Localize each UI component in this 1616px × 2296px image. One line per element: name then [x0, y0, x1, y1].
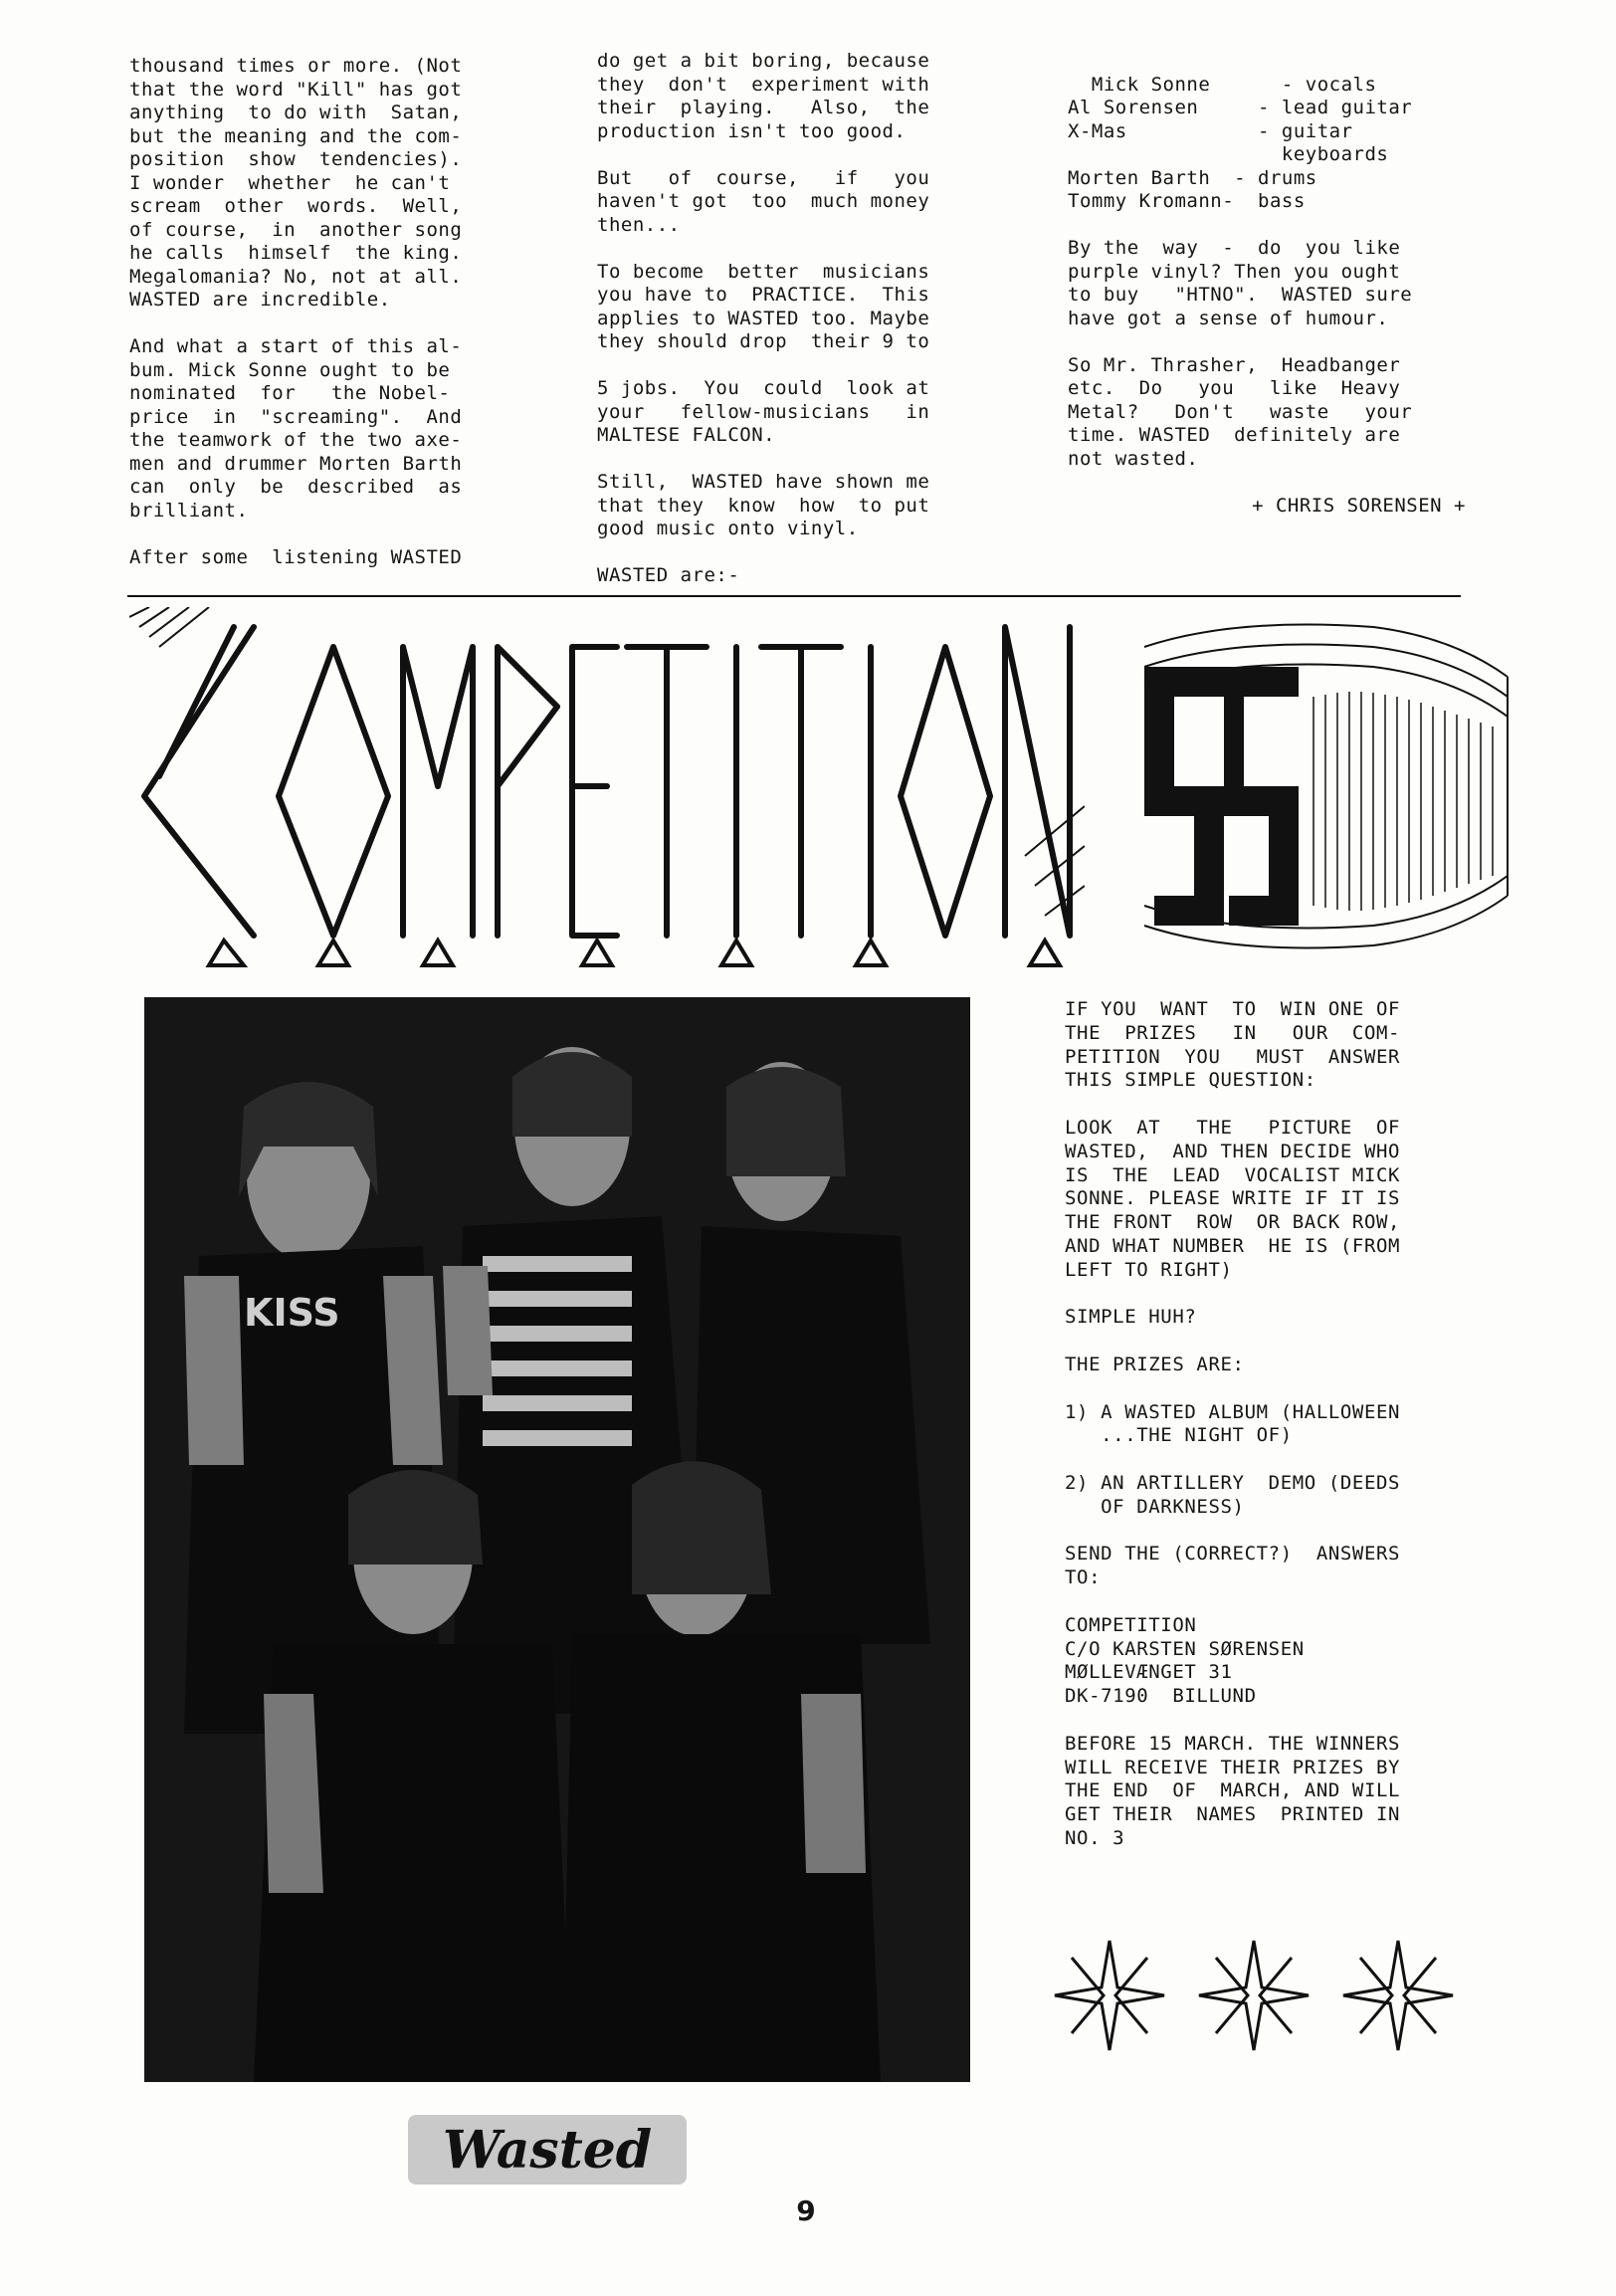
lineup-and-closing: Mick Sonne - vocals Al Sorensen - lead guitar X-Mas - guitar keyboards Morten Barth - drums Tommy Kromann- bass By the way - do you like purple vinyl? Then you ought to buy "HTNO". WASTED sure have got a sense of humour. So Mr. Thrasher, Headbanger etc. Do you like Heavy Metal? Don't waste your time. WASTED definitely are not wasted. [1068, 73, 1413, 470]
svg-text:KISS: KISS [244, 1291, 340, 1335]
competition-rules: IF YOU WANT TO WIN ONE OF THE PRIZES IN OUR COM- PETITION YOU MUST ANSWER THIS SIMPLE QUESTION: LOOK AT THE PICTURE OF WASTED, AND THEN DECIDE WHO IS THE LEAD VOCALIST MICK SONNE. PLEASE WRITE IF IT IS THE FRONT ROW OR BACK ROW, AND WHAT NUMBER HE IS (FROM LEFT TO RIGHT) SIMPLE HUH? THE PRIZES ARE: 1) A WASTED ALBUM (HALLOWEEN ...THE NIGHT OF) 2) AN ARTILLERY DEMO (DEEDS OF DARKNESS) SEND THE (CORRECT?) ANSWERS TO: COMPETITION C/O KARSTEN SØRENSEN MØLLEVÆNGET 31 DK-7190 BILLUND BEFORE 15 MARCH. THE WINNERS WILL RECEIVE THEIR PRIZES BY THE END OF MARCH, AND WILL GET THEIR NAMES PRINTED IN NO. 3 [1065, 998, 1401, 1849]
article-column-3 [1068, 50, 1466, 541]
ss-logo-art [1114, 607, 1517, 975]
star-ornament-icon [1040, 1936, 1473, 2055]
band-photo [144, 997, 970, 2082]
photo-caption [403, 2100, 692, 2190]
page-number: 9 [796, 2194, 816, 2227]
competition-heading-art [129, 607, 1085, 985]
author-credit: + CHRIS SORENSEN + [1252, 494, 1466, 517]
article-column-2: do get a bit boring, because they don't experiment with their playing. Also, the production isn't too good. But of course, if you haven't got too much money then... To become better musicians you have to PRACTICE. This applies to WASTED too. Maybe they should drop their 9 to 5 jobs. You could look at your fellow-musicians in MALTESE FALCON. Still, WASTED have shown me that they know how to put good music onto vinyl. WASTED are:- [597, 50, 930, 586]
article-column-1: thousand times or more. (Not that the word "Kill" has got anything to do with Satan, but the meaning and the com- position show tendencies). I wonder whether he can't scream other words. Well, of course, in another song he calls himself the king. Megalomania? No, not at all. WASTED are incredible. And what a start of this al- bum. Mick Sonne ought to be nominated for the Nobel- price in "screaming". And the teamwork of the two axe- men and drummer Morten Barth can only be described as brilliant. After some listening WASTED [129, 55, 463, 568]
section-divider [127, 595, 1461, 597]
caption-text: Wasted [442, 2120, 653, 2181]
